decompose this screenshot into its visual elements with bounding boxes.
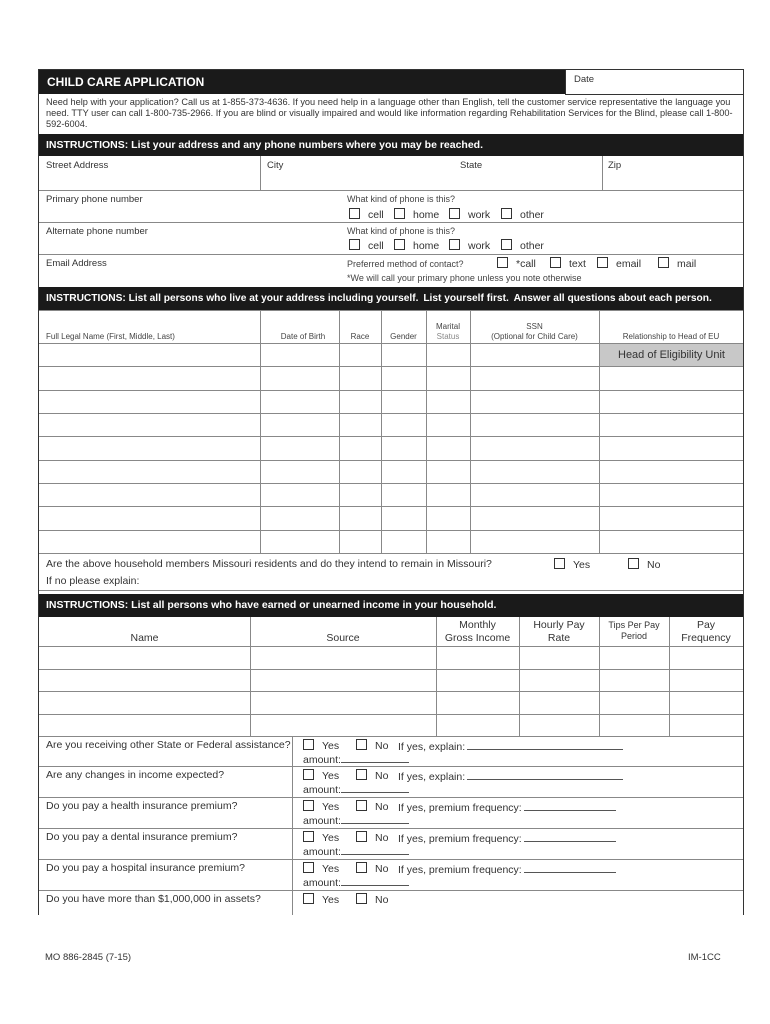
question-yes-option[interactable] — [303, 800, 339, 813]
question-yes-option[interactable] — [303, 893, 339, 906]
income-col-frequency — [669, 619, 743, 645]
contact-text-option[interactable] — [550, 257, 586, 270]
email-label: Email Address — [46, 258, 107, 269]
income-col-tips — [599, 620, 669, 642]
follow-label: If yes, premium frequency: — [398, 833, 522, 845]
grid-line — [599, 617, 600, 736]
col-marital-status — [426, 322, 470, 342]
option-label: No — [375, 863, 389, 875]
hourly-line-1: Hourly Pay — [533, 619, 585, 631]
head-of-eu-label: Head of Eligibility Unit — [618, 349, 725, 361]
question-follow-up[interactable] — [398, 862, 616, 876]
option-label: Yes — [322, 832, 340, 844]
question-no-option[interactable] — [356, 862, 388, 875]
checkbox[interactable] — [449, 208, 460, 219]
contact-call-option[interactable] — [497, 257, 536, 270]
amount-label: amount: — [303, 754, 341, 766]
email-field[interactable] — [46, 258, 107, 269]
grid-line — [39, 343, 743, 344]
primary-phone-kind-label: What kind of phone is this? — [347, 194, 456, 204]
option-label: email — [616, 258, 642, 270]
income-instructions-bar — [39, 594, 743, 617]
primary-phone-cell-option[interactable] — [349, 208, 384, 221]
checkbox[interactable] — [628, 558, 639, 569]
tips-line-1: Tips Per Pay — [608, 620, 660, 630]
col-gender: Gender — [390, 332, 417, 341]
residency-yes-option[interactable] — [554, 558, 590, 571]
contact-email-option[interactable] — [597, 257, 641, 270]
checkbox[interactable] — [497, 257, 508, 268]
amount-line[interactable] — [341, 782, 409, 793]
grid-line — [39, 436, 743, 437]
ssn-line-1: SSN — [526, 322, 543, 331]
question-text: Do you pay a dental insurance premium? — [46, 831, 238, 843]
grid-line — [39, 828, 743, 829]
option-label: Yes — [573, 559, 591, 571]
amount-line[interactable] — [341, 844, 409, 855]
checkbox[interactable] — [658, 257, 669, 268]
option-label: mail — [677, 258, 697, 270]
follow-line[interactable] — [524, 831, 616, 842]
table-row[interactable] — [39, 461, 743, 483]
follow-line[interactable] — [524, 862, 616, 873]
amount-line[interactable] — [341, 875, 409, 886]
checkbox[interactable] — [550, 257, 561, 268]
amount-field[interactable] — [303, 813, 409, 827]
city-field[interactable] — [267, 160, 283, 171]
date-label: Date — [574, 74, 595, 85]
grid-line — [39, 390, 743, 391]
checkbox[interactable] — [356, 893, 367, 904]
grid-line — [39, 506, 743, 507]
checkbox[interactable] — [303, 800, 314, 811]
option-label: text — [569, 258, 586, 270]
option-label: No — [375, 832, 389, 844]
grid-line — [39, 553, 743, 554]
checkbox[interactable] — [394, 208, 405, 219]
question-text: Do you pay a health insurance premium? — [46, 800, 238, 812]
checkbox[interactable] — [303, 831, 314, 842]
table-row[interactable] — [39, 484, 743, 506]
checkbox[interactable] — [394, 239, 405, 250]
grid-line — [39, 530, 743, 531]
table-row[interactable] — [39, 437, 743, 459]
address-instructions-bar — [39, 134, 743, 156]
primary-phone-work-option[interactable] — [449, 208, 490, 221]
option-label: home — [413, 240, 440, 252]
street-address-field[interactable] — [46, 160, 108, 171]
question-yes-option[interactable] — [303, 739, 339, 752]
household-instructions-b: List yourself first. — [423, 293, 509, 304]
alternate-phone-field[interactable] — [46, 226, 148, 237]
residency-no-option[interactable] — [628, 558, 660, 571]
option-label: No — [375, 894, 389, 906]
alternate-phone-label: Alternate phone number — [46, 226, 148, 237]
question-text: Are any changes in income expected? — [46, 769, 225, 781]
grid-line — [292, 736, 293, 915]
monthly-line-1: Monthly — [459, 619, 496, 631]
grid-line — [39, 669, 743, 670]
hourly-line-2: Rate — [547, 632, 571, 644]
question-text: Do you pay a hospital insurance premium? — [46, 862, 246, 874]
amount-label: amount: — [303, 815, 341, 827]
contact-note: *We will call your primary phone unless you note otherwise — [347, 273, 582, 283]
checkbox[interactable] — [349, 239, 360, 250]
form-code: IM-1CC — [688, 952, 721, 963]
income-col-source: Source — [326, 632, 360, 644]
amount-label: amount: — [303, 784, 341, 796]
application-form — [38, 69, 744, 915]
household-instructions-bar — [39, 287, 743, 310]
freq-line-1: Pay — [696, 619, 716, 631]
col-full-legal-name: Full Legal Name (First, Middle, Last) — [46, 332, 175, 341]
state-label: State — [460, 160, 483, 171]
option-label: Yes — [322, 740, 340, 752]
grid-line — [669, 617, 670, 736]
table-row[interactable] — [39, 692, 743, 714]
table-row[interactable] — [39, 647, 743, 669]
option-label: No — [375, 801, 389, 813]
freq-line-2: Frequency — [681, 632, 731, 644]
question-no-option[interactable] — [356, 739, 388, 752]
table-row[interactable] — [39, 507, 743, 529]
col-relationship: Relationship to Head of EU — [622, 332, 720, 341]
question-text: Are you receiving other State or Federal assistance? — [46, 739, 291, 751]
checkbox[interactable] — [303, 739, 314, 750]
date-field[interactable] — [565, 70, 743, 94]
alternate-phone-other-option[interactable] — [501, 239, 544, 252]
grid-line — [39, 797, 743, 798]
question-yes-option[interactable] — [303, 831, 339, 844]
table-row[interactable] — [39, 670, 743, 692]
question-yes-option[interactable] — [303, 862, 339, 875]
city-label: City — [267, 160, 284, 171]
primary-phone-home-option[interactable] — [394, 208, 439, 221]
question-follow-up[interactable] — [398, 831, 616, 845]
follow-label: If yes, premium frequency: — [398, 802, 522, 814]
grid-line — [426, 310, 427, 553]
grid-line — [519, 617, 520, 736]
alternate-phone-kind-label: What kind of phone is this? — [347, 226, 456, 236]
amount-label: amount: — [303, 877, 341, 889]
option-label: Yes — [322, 894, 340, 906]
income-col-name: Name — [130, 632, 159, 644]
state-field[interactable] — [460, 160, 482, 171]
col-race: Race — [350, 332, 370, 341]
table-row[interactable] — [39, 531, 743, 553]
monthly-line-2: Gross Income — [444, 632, 511, 644]
checkbox[interactable] — [356, 862, 367, 873]
amount-field[interactable] — [303, 875, 409, 889]
option-label: work — [468, 209, 491, 221]
follow-label: If yes, explain: — [398, 741, 466, 753]
marital-line-1: Marital — [435, 322, 460, 331]
follow-label: If yes, premium frequency: — [398, 864, 522, 876]
grid-line — [39, 736, 743, 737]
street-label: Street Address — [46, 160, 109, 171]
follow-line[interactable] — [524, 800, 616, 811]
amount-line[interactable] — [341, 752, 409, 763]
follow-label: If yes, explain: — [398, 771, 466, 783]
option-label: home — [413, 209, 440, 221]
primary-phone-other-option[interactable] — [501, 208, 544, 221]
checkbox[interactable] — [501, 208, 512, 219]
checkbox[interactable] — [349, 208, 360, 219]
question-yes-option[interactable] — [303, 769, 339, 782]
alternate-phone-work-option[interactable] — [449, 239, 490, 252]
option-label: Yes — [322, 770, 340, 782]
option-label: cell — [368, 240, 384, 252]
amount-field[interactable] — [303, 782, 409, 796]
option-label: work — [468, 240, 491, 252]
grid-line — [470, 310, 471, 553]
question-no-option[interactable] — [356, 800, 388, 813]
income-instructions: INSTRUCTIONS: List all persons who have earned or unearned income in your household. — [46, 599, 497, 611]
question-text: Do you have more than $1,000,000 in assets? — [46, 893, 261, 905]
table-row[interactable] — [39, 391, 743, 413]
grid-line — [39, 590, 743, 591]
option-label: Yes — [322, 801, 340, 813]
checkbox[interactable] — [449, 239, 460, 250]
grid-line — [39, 691, 743, 692]
grid-line — [39, 859, 743, 860]
checkbox[interactable] — [303, 769, 314, 780]
checkbox[interactable] — [356, 739, 367, 750]
checkbox[interactable] — [356, 800, 367, 811]
question-follow-up[interactable] — [398, 739, 623, 753]
amount-field[interactable] — [303, 844, 409, 858]
grid-line — [599, 310, 600, 553]
table-row[interactable] — [39, 367, 743, 389]
option-label: No — [375, 740, 389, 752]
checkbox[interactable] — [303, 893, 314, 904]
checkbox[interactable] — [303, 862, 314, 873]
residency-explain[interactable]: If no please explain: — [46, 575, 140, 587]
grid-line — [260, 310, 261, 553]
grid-line — [39, 714, 743, 715]
option-label: cell — [368, 209, 384, 221]
contact-method-label: Preferred method of contact? — [347, 259, 464, 269]
grid-line — [39, 483, 743, 484]
amount-label: amount: — [303, 846, 341, 858]
col-date-of-birth: Date of Birth — [280, 332, 326, 341]
zip-field[interactable] — [608, 160, 621, 171]
tips-line-2: Period — [620, 631, 647, 641]
option-label: *call — [516, 258, 536, 270]
option-label: No — [647, 559, 661, 571]
form-number: MO 886-2845 (7-15) — [45, 952, 132, 963]
grid-line — [39, 646, 743, 647]
option-label: other — [520, 209, 544, 221]
grid-line — [39, 460, 743, 461]
checkbox[interactable] — [501, 239, 512, 250]
residency-question: Are the above household members Missouri residents and do they intend to remain in Missouri? — [46, 558, 492, 570]
ssn-line-2: (Optional for Child Care) — [491, 332, 578, 341]
grid-line — [39, 413, 743, 414]
amount-line[interactable] — [341, 813, 409, 824]
contact-mail-option[interactable] — [658, 257, 696, 270]
head-of-eu-cell — [600, 344, 743, 366]
table-row[interactable] — [39, 715, 743, 737]
amount-field[interactable] — [303, 752, 409, 766]
alternate-phone-home-option[interactable] — [394, 239, 439, 252]
question-follow-up[interactable] — [398, 769, 623, 783]
primary-phone-field[interactable] — [46, 194, 143, 205]
question-follow-up[interactable] — [398, 800, 616, 814]
title-bar — [39, 70, 565, 94]
checkbox[interactable] — [356, 831, 367, 842]
grid-line — [39, 766, 743, 767]
income-col-hourly — [519, 619, 599, 645]
question-no-option[interactable] — [356, 769, 388, 782]
household-instructions-c: Answer all questions about each person. — [513, 293, 712, 304]
form-title: CHILD CARE APPLICATION — [47, 75, 205, 89]
checkbox[interactable] — [554, 558, 565, 569]
alternate-phone-cell-option[interactable] — [349, 239, 384, 252]
checkbox[interactable] — [356, 769, 367, 780]
follow-line[interactable] — [467, 739, 623, 750]
grid-line — [39, 890, 743, 891]
grid-line — [381, 310, 382, 553]
household-instructions-a: INSTRUCTIONS: List all persons who live at your address including yourself. — [46, 293, 419, 304]
grid-line — [39, 366, 743, 367]
grid-line — [339, 310, 340, 553]
income-col-monthly — [436, 619, 519, 645]
col-ssn — [470, 322, 599, 342]
address-instructions: INSTRUCTIONS: List your address and any phone numbers where you may be reached. — [46, 139, 484, 151]
option-label: Yes — [322, 863, 340, 875]
table-row[interactable] — [39, 414, 743, 436]
zip-label: Zip — [608, 160, 622, 171]
grid-line — [39, 310, 743, 311]
follow-line[interactable] — [467, 769, 623, 780]
marital-line-2: Status — [436, 332, 460, 341]
question-no-option[interactable] — [356, 831, 388, 844]
option-label: other — [520, 240, 544, 252]
option-label: No — [375, 770, 389, 782]
primary-phone-label: Primary phone number — [46, 194, 143, 205]
grid-line — [250, 617, 251, 736]
help-text: Need help with your application? Call us at 1-855-373-4636. If you need help in a language other than English, tell the customer service representative the language you need. TTY user can call 1-800-735-2966. If you are blind or visually impaired and would like information regarding Rehabilitation Services for the Blind, please call 1-800-592-6004. — [46, 97, 733, 129]
grid-line — [436, 617, 437, 736]
question-no-option[interactable] — [356, 893, 388, 906]
checkbox[interactable] — [597, 257, 608, 268]
